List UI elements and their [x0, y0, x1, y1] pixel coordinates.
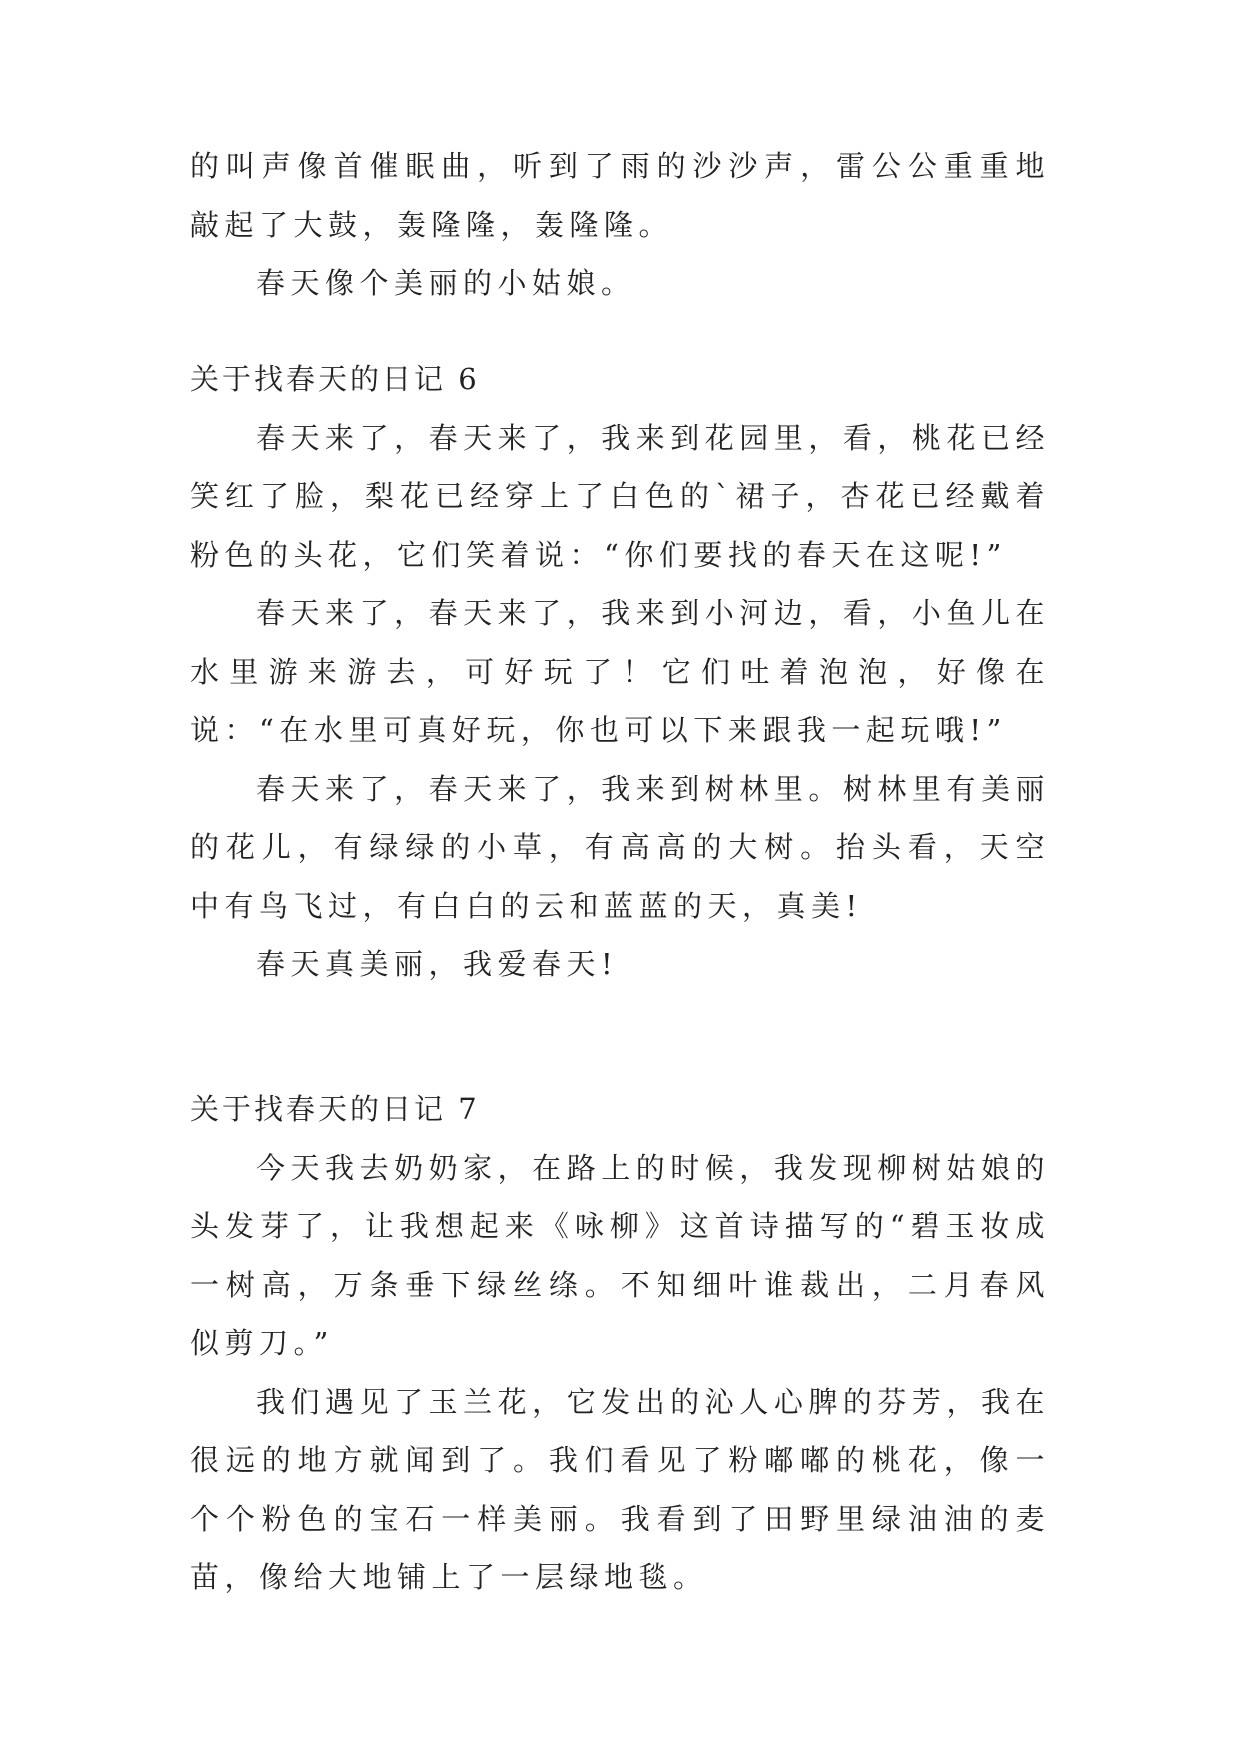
paragraph: 今天我去奶奶家，在路上的时候，我发现柳树姑娘的头发芽了，让我想起来《咏柳》这首诗描写的“碧玉妆成一树高，万条垂下绿丝绦。不知细叶谁裁出，二月春风似剪刀。” [190, 1150, 1050, 1360]
entry-title: 关于找春天的日记 7 [190, 1092, 480, 1126]
paragraph: 的叫声像首催眠曲，听到了雨的沙沙声，雷公公重重地敲起了大鼓，轰隆隆，轰隆隆。 [190, 149, 1050, 242]
diary-entry-7 [190, 1080, 1050, 1607]
paragraph: 我们遇见了玉兰花，它发出的沁人心脾的芬芳，我在很远的地方就闻到了。我们看见了粉嘟嘟的桃花，像一个个粉色的宝石一样美丽。我看到了田野里绿油油的麦苗，像给大地铺上了一层绿地毯。 [190, 1384, 1050, 1594]
paragraph: 春天来了，春天来了，我来到树林里。树林里有美丽的花儿，有绿绿的小草，有高高的大树。抬头看，天空中有鸟飞过，有白白的云和蓝蓝的天，真美! [190, 771, 1050, 923]
paragraph: 春天像个美丽的小姑娘。 [256, 266, 636, 300]
entry-title: 关于找春天的日记 6 [190, 362, 480, 396]
paragraph: 春天真美丽，我爱春天! [256, 947, 619, 981]
continuation-block [190, 137, 1050, 313]
paragraph: 春天来了，春天来了，我来到花园里，看，桃花已经笑红了脸，梨花已经穿上了白色的`裙子，杏花已经戴着粉色的头花，它们笑着说：“你们要找的春天在这呢!” [190, 420, 1050, 572]
diary-entry-6 [190, 350, 1050, 994]
paragraph: 春天来了，春天来了，我来到小河边，看，小鱼儿在水里游来游去，可好玩了！它们吐着泡泡，好像在说：“在水里可真好玩，你也可以下来跟我一起玩哦!” [190, 596, 1050, 747]
